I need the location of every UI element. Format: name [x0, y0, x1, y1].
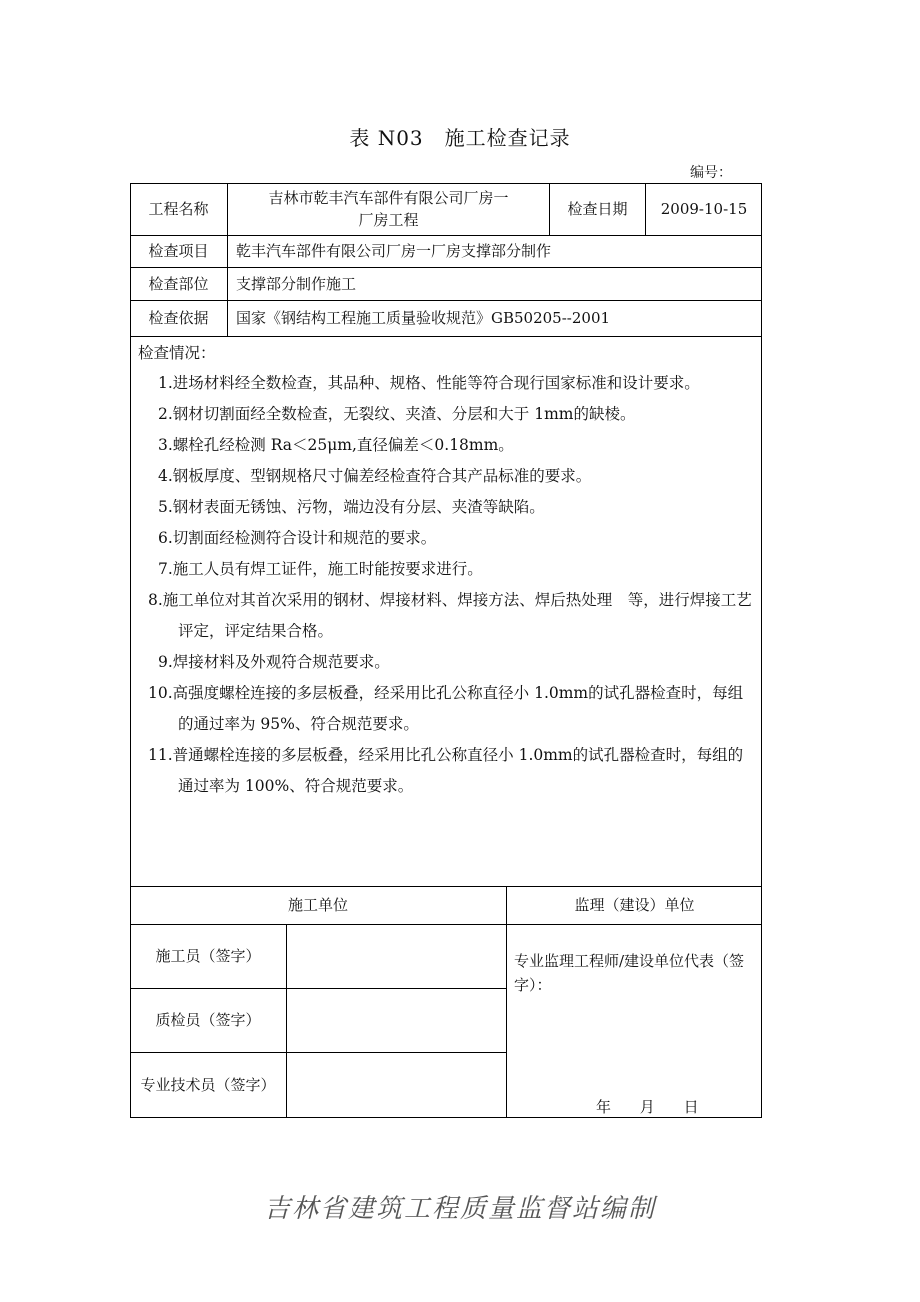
check-date-value: 2009-10-15	[660, 200, 748, 218]
date-day: 日	[683, 1098, 699, 1116]
situation-item: 11.普通螺栓连接的多层板叠，经采用比孔公称直径小 1.0mm的试孔器检查时，每组的通过率为 100%、符合规范要求。	[148, 746, 744, 795]
check-item-value: 乾丰汽车部件有限公司厂房一厂房支撑部分制作	[236, 242, 552, 260]
situation-item: 1.进场材料经全数检查，其品种、规格、性能等符合现行国家标准和设计要求。	[158, 374, 700, 392]
date-year: 年	[596, 1098, 612, 1116]
check-item-label: 检查项目	[148, 242, 209, 260]
project-name-line2: 厂房工程	[358, 211, 419, 229]
page-title: 表 N03 施工检查记录	[349, 126, 571, 150]
record-number-label: 编号：	[690, 165, 732, 181]
sign-date	[596, 1096, 723, 1117]
project-name-value	[228, 183, 549, 235]
situation-item: 4.钢板厚度、型钢规格尺寸偏差经检查符合其产品标准的要求。	[158, 467, 592, 485]
situation-item: 3.螺栓孔经检测 Ra＜25μm,直径偏差＜0.18mm。	[158, 436, 514, 454]
situation-item: 10.高强度螺栓连接的多层板叠，经采用比孔公称直径小 1.0mm的试孔器检查时，每组的通过率为 95%、符合规范要求。	[148, 684, 744, 733]
date-month: 月	[639, 1098, 655, 1116]
situation-item: 9.焊接材料及外观符合规范要求。	[158, 653, 390, 671]
situation-item: 7.施工人员有焊工证件，施工时能按要求进行。	[158, 560, 483, 578]
situation-item: 8.施工单位对其首次采用的钢材、焊接材料、焊接方法、焊后热处理 等，进行焊接工艺评定，评定结果合格。	[148, 591, 752, 640]
constructor-signature-label: 施工员（签字）	[155, 947, 261, 965]
check-part-label: 检查部位	[148, 274, 209, 293]
check-basis-label: 检查依据	[148, 309, 209, 327]
check-part-value: 支撑部分制作施工	[236, 274, 357, 293]
check-date-label: 检查日期	[567, 200, 628, 218]
quality-inspector-signature-label: 质检员（签字）	[155, 1011, 261, 1029]
project-name-line1: 吉林市乾丰汽车部件有限公司厂房一	[268, 189, 509, 207]
inspection-situation	[138, 342, 756, 802]
situation-item: 6.切割面经检测符合设计和规范的要求。	[158, 529, 437, 547]
supervisor-signature-label: 专业监理工程师/建设单位代表（签字）：	[514, 952, 745, 994]
issuer-stamp: 吉林省建筑工程质量监督站编制	[263, 1194, 656, 1224]
technician-signature-label: 专业技术员（签字）	[140, 1076, 276, 1094]
project-name-label: 工程名称	[148, 200, 209, 218]
check-basis-value: 国家《钢结构工程施工质量验收规范》GB50205--2001	[236, 309, 611, 327]
situation-heading: 检查情况：	[138, 344, 216, 362]
construction-unit-heading: 施工单位	[287, 896, 348, 914]
situation-item: 2.钢材切割面经全数检查，无裂纹、夹渣、分层和大于 1mm的缺棱。	[158, 405, 636, 423]
situation-item: 5.钢材表面无锈蚀、污物，端边没有分层、夹渣等缺陷。	[158, 498, 545, 516]
supervision-unit-heading: 监理（建设）单位	[574, 896, 695, 914]
